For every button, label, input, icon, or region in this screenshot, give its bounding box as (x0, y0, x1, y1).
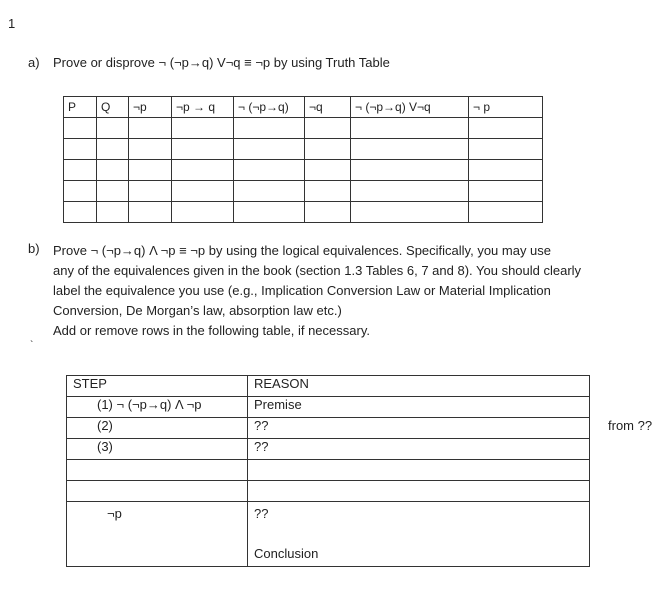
question-b-text (53, 241, 622, 341)
truth-table-row (64, 160, 543, 181)
reason-cell[interactable] (248, 481, 590, 502)
final-step-cell[interactable]: ¬p (67, 502, 248, 567)
truth-table (63, 96, 543, 223)
proof-table-final-row (67, 502, 590, 567)
truth-table-cell[interactable] (351, 139, 469, 160)
truth-table-cell[interactable] (469, 118, 543, 139)
question-b-line: Conversion, De Morgan’s law, absorption law etc.) (53, 303, 342, 318)
truth-table-cell[interactable] (351, 181, 469, 202)
page-number: 1 (8, 16, 16, 31)
truth-table-cell[interactable] (351, 118, 469, 139)
proof-table-row (67, 481, 590, 502)
reason-text: ?? (254, 418, 269, 433)
truth-table-cell[interactable] (64, 202, 97, 223)
truth-table-header: Q (97, 97, 129, 118)
truth-table-header: ¬q (305, 97, 351, 118)
proof-table-row (67, 397, 590, 418)
truth-table-cell[interactable] (97, 118, 129, 139)
truth-table-cell[interactable] (97, 139, 129, 160)
proof-table-row (67, 460, 590, 481)
truth-table-cell[interactable] (172, 181, 234, 202)
question-a-label: a) (28, 55, 40, 70)
truth-table-cell[interactable] (129, 160, 172, 181)
truth-table-cell[interactable] (469, 202, 543, 223)
truth-table-cell[interactable] (305, 181, 351, 202)
truth-table-cell[interactable] (97, 160, 129, 181)
question-b-label: b) (28, 241, 40, 256)
truth-table-cell[interactable] (234, 181, 305, 202)
truth-table-cell[interactable] (234, 118, 305, 139)
truth-table-header: ¬ p (469, 97, 543, 118)
reason-cell[interactable] (248, 418, 652, 439)
truth-table-cell[interactable] (172, 160, 234, 181)
proof-table-row (67, 439, 590, 460)
reason-cell[interactable]: Premise (248, 397, 590, 418)
proof-table-row (67, 418, 590, 439)
truth-table-cell[interactable] (172, 139, 234, 160)
truth-table-row (64, 139, 543, 160)
truth-table-cell[interactable] (97, 181, 129, 202)
truth-table-cell[interactable] (305, 160, 351, 181)
stray-mark: ` (30, 340, 34, 351)
truth-table-cell[interactable] (234, 139, 305, 160)
question-b-instruction: Add or remove rows in the following table, if necessary. (53, 323, 370, 338)
truth-table-header: P (64, 97, 97, 118)
truth-table-header: ¬ (¬p→q) (234, 97, 305, 118)
truth-table-cell[interactable] (64, 139, 97, 160)
truth-table-cell[interactable] (129, 202, 172, 223)
truth-table-cell[interactable] (469, 139, 543, 160)
reason-cell[interactable]: ?? (248, 439, 590, 460)
truth-table-cell[interactable] (234, 160, 305, 181)
truth-table-cell[interactable] (172, 202, 234, 223)
proof-table-header-row (67, 376, 590, 397)
truth-table-header: ¬ (¬p→q) V¬q (351, 97, 469, 118)
from-reference: from ?? (608, 418, 652, 433)
question-b-line: Prove ¬ (¬p→q) Λ ¬p ≡ ¬p by using the logical equivalences. Specifically, you may use (53, 243, 552, 258)
reason-cell[interactable] (248, 460, 590, 481)
truth-table-cell[interactable] (64, 181, 97, 202)
truth-table-cell[interactable] (351, 160, 469, 181)
step-cell[interactable] (67, 481, 248, 502)
truth-table-cell[interactable] (64, 160, 97, 181)
reason-header: REASON (248, 376, 590, 397)
step-cell[interactable]: (2) (67, 418, 248, 439)
question-b-line: any of the equivalences given in the book (section 1.3 Tables 6, 7 and 8). You should clearly (53, 263, 582, 278)
truth-table-header: ¬p (129, 97, 172, 118)
truth-table-row (64, 181, 543, 202)
truth-table-row (64, 118, 543, 139)
question-b-line: label the equivalence you use (e.g., Implication Conversion Law or Material Implication (53, 283, 551, 298)
truth-table-cell[interactable] (129, 139, 172, 160)
truth-table-cell[interactable] (469, 181, 543, 202)
truth-table-cell[interactable] (305, 118, 351, 139)
truth-table-cell[interactable] (172, 118, 234, 139)
truth-table-cell[interactable] (305, 139, 351, 160)
step-cell[interactable] (67, 460, 248, 481)
truth-table-cell[interactable] (64, 118, 97, 139)
truth-table-cell[interactable] (129, 181, 172, 202)
truth-table-cell[interactable] (469, 160, 543, 181)
proof-table (66, 375, 652, 567)
step-cell[interactable]: (3) (67, 439, 248, 460)
step-cell[interactable]: (1) ¬ (¬p→q) Λ ¬p (67, 397, 248, 418)
step-header: STEP (67, 376, 248, 397)
conclusion-label: Conclusion (254, 546, 319, 561)
truth-table-cell[interactable] (97, 202, 129, 223)
truth-table-cell[interactable] (234, 202, 305, 223)
truth-table-row (64, 202, 543, 223)
truth-table-cell[interactable] (305, 202, 351, 223)
truth-table-cell[interactable] (351, 202, 469, 223)
final-reason-text: ?? (254, 506, 269, 521)
question-a-text: Prove or disprove ¬ (¬p→q) V¬q ≡ ¬p by using Truth Table (53, 55, 390, 70)
final-reason-cell[interactable] (248, 502, 590, 567)
truth-table-header: ¬p → q (172, 97, 234, 118)
truth-table-header-row (64, 97, 543, 118)
truth-table-cell[interactable] (129, 118, 172, 139)
